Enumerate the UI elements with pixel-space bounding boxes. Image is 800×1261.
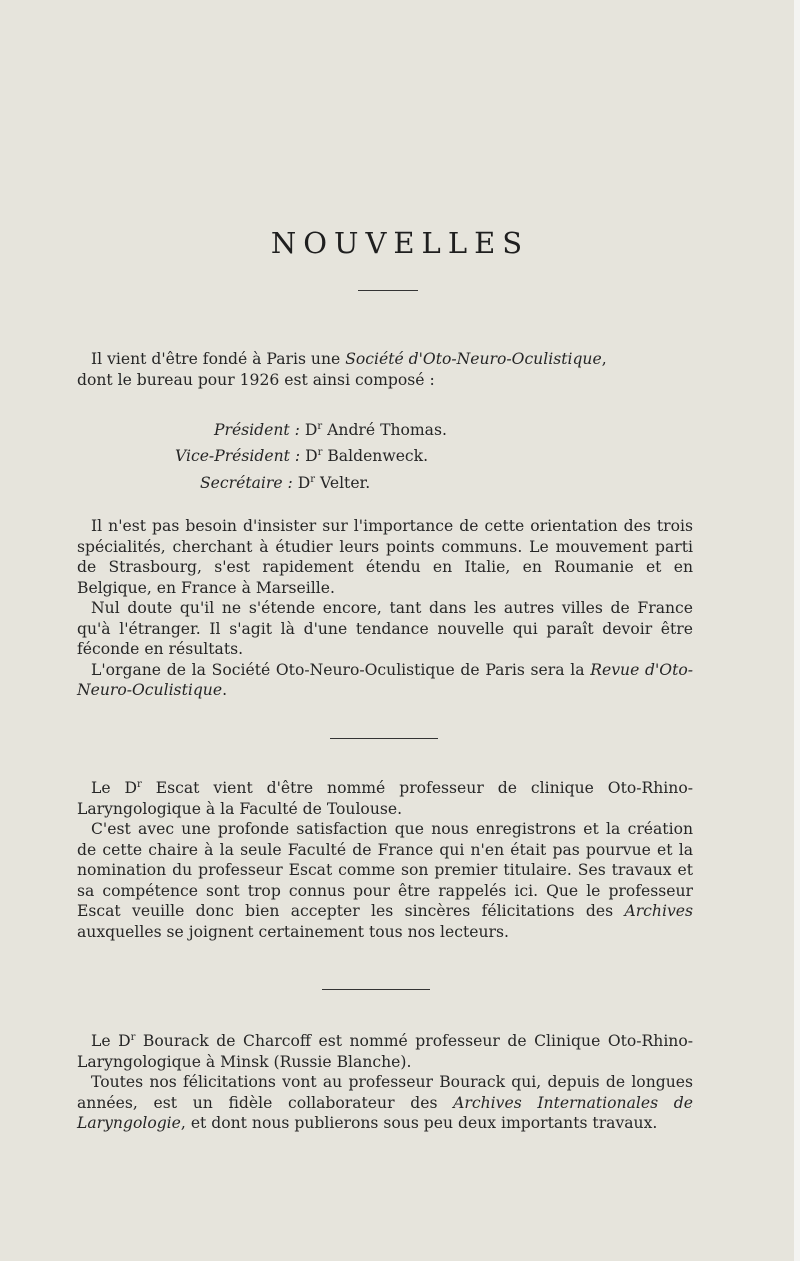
role-label: Secrétaire : xyxy=(200,474,293,492)
title-sup: r xyxy=(130,1032,136,1043)
paragraph-text: , et dont nous publierons sous peu deux importants travaux. xyxy=(180,1114,658,1132)
paragraph-text: Bourack de Charcoff est nommé professeur de Clinique Oto-Rhino-Laryngologique à Minsk (Russie Blanche). xyxy=(77,1032,694,1071)
title-divider xyxy=(358,290,418,291)
member-name: Baldenweck. xyxy=(327,447,429,465)
paragraph-text: C'est avec une profonde satisfaction que nous enregistrons et la création de cette chaire à la seule Faculté de France qui n'en était pas pourvue et la nomination du professeur Escat comme son premier titulaire. Ses travaux et sa compétence sont trop connus pour être rappelés ici. Que le professeur Escat veuille donc bien accepter les sincères félicitations des xyxy=(77,820,693,920)
note-1-body xyxy=(77,516,693,701)
role-label: Vice-Président : xyxy=(175,447,301,465)
note-3-paragraph-1 xyxy=(77,1028,693,1072)
title-sup: r xyxy=(310,474,316,485)
note-2-paragraph-2 xyxy=(77,819,693,942)
paragraph-text: Toutes nos félicitations vont au professeur Bourack qui, depuis de longues années, est un fidèle collaborateur des xyxy=(77,1073,693,1112)
paragraph-text: auxquelles se joignent certainement tous nos lecteurs. xyxy=(77,922,509,941)
paragraph-end: . xyxy=(222,681,228,699)
page-title: NOUVELLES xyxy=(270,226,530,260)
paragraph-text: Le D xyxy=(91,779,138,797)
member-name: Velter. xyxy=(320,474,371,492)
journal-name: Archives Internationales de Laryngologie xyxy=(77,1093,694,1132)
note-2-body xyxy=(77,775,693,942)
section-divider-1 xyxy=(330,738,438,739)
member-name: André Thomas. xyxy=(327,421,447,439)
title-sup: r xyxy=(137,779,142,790)
board-vice-president xyxy=(175,441,428,468)
note-1-paragraph-3: Nul doute qu'il ne s'étende encore, tant dans les autres villes de France qu'à l'étranger. Il s'agit là d'une tendance nouvelle qui paraît devoir être féconde en résultats. xyxy=(77,599,693,658)
intro-comma: , xyxy=(601,350,607,368)
board-president xyxy=(214,415,447,442)
note-2-paragraph-1 xyxy=(77,775,693,819)
journal-name: Archives xyxy=(624,902,693,920)
note-3-paragraph-2 xyxy=(77,1072,693,1134)
title-sup: r xyxy=(317,447,323,458)
intro-line-2: dont le bureau pour 1926 est ainsi composé : xyxy=(77,370,435,389)
note-1-paragraph-4 xyxy=(77,660,693,701)
board-secretary xyxy=(200,468,370,495)
role-label: Président : xyxy=(214,421,300,439)
title-sup: r xyxy=(317,421,323,432)
title-abbrev: D xyxy=(297,474,311,492)
intro-text: Il vient d'être fondé à Paris une xyxy=(91,350,346,368)
journal-name: Revue d'Oto-Neuro-Oculistique xyxy=(77,660,694,699)
paragraph-text: L'organe de la Société Oto-Neuro-Oculistique de Paris sera la xyxy=(91,660,591,679)
paragraph-text: Le D xyxy=(91,1032,131,1050)
note-1-paragraph-2: Il n'est pas besoin d'insister sur l'importance de cette orientation des trois spécialités, cherchant à étudier leurs points communs. Le mouvement parti de Strasbourg, s'est rapidement étendu en Italie, en Roumanie et en Belgique, en France à Marseille. xyxy=(77,517,693,597)
note-1-intro xyxy=(77,349,693,390)
society-name: Société d'Oto-Neuro-Oculistique xyxy=(345,350,602,368)
note-3-body xyxy=(77,1028,693,1134)
section-divider-2 xyxy=(322,989,430,990)
title-abbrev: D xyxy=(304,421,318,439)
title-abbrev: D xyxy=(305,447,318,465)
paragraph-text: Escat vient d'être nommé professeur de clinique Oto-Rhino-Laryngologique à la Faculté de Toulouse. xyxy=(77,779,693,818)
